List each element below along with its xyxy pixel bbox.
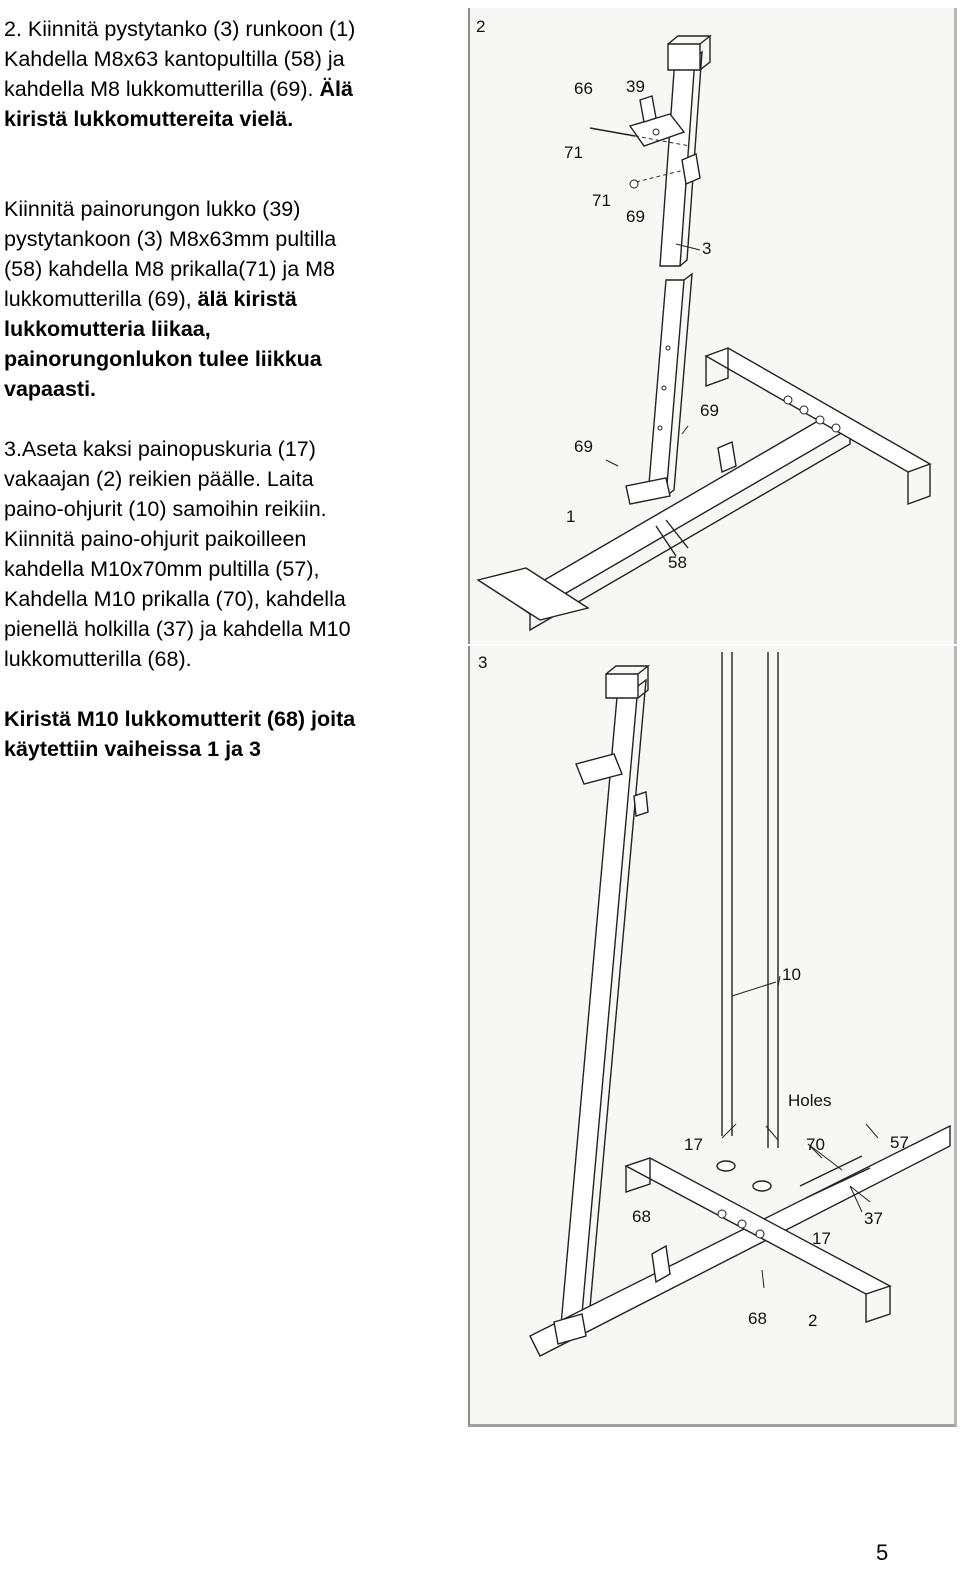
label-69: 69	[626, 207, 645, 226]
lock-note-warning: vapaasti.	[4, 377, 97, 401]
label-10: 10	[782, 965, 801, 984]
tighten-note: Kiristä M10 lukkomutterit (68) joita	[4, 707, 356, 731]
label-66: 66	[574, 79, 593, 98]
base-plate	[626, 478, 670, 504]
instruction-text	[4, 14, 456, 764]
bumper-17	[717, 1161, 735, 1171]
label-39: 39	[626, 77, 645, 96]
step3-line: vakaajan (2) reikien päälle. Laita	[4, 467, 314, 491]
page-number: 5	[876, 1540, 889, 1565]
guide-rod	[722, 652, 732, 1136]
stabilizer-hole	[718, 1210, 726, 1218]
figure-3-number: 3	[478, 653, 488, 672]
step3-line: pienellä holkilla (37) ja kahdella M10	[4, 617, 351, 641]
assembly-figure-3	[468, 646, 957, 1427]
weight-lock-tab	[640, 96, 656, 122]
cross-tube	[706, 348, 930, 472]
stabilizer-hole	[756, 1230, 764, 1238]
label-69: 69	[700, 401, 719, 420]
label-1: 1	[566, 507, 576, 526]
label-2: 2	[808, 1311, 818, 1330]
top-bracket	[606, 674, 638, 698]
label-68: 68	[748, 1309, 767, 1328]
lock-note-line: (58) kahdella M8 prikalla(71) ja M8	[4, 257, 336, 281]
cross-hole	[832, 424, 840, 432]
step3-line: paino-ohjurit (10) samoihin reikiin.	[4, 497, 327, 521]
washer-71	[630, 180, 638, 188]
step3-line: Kiinnitä paino-ohjurit paikoilleen	[4, 527, 307, 551]
figure-3-drawing	[470, 646, 954, 1424]
nut-leader	[606, 426, 688, 466]
lower-bracket	[634, 792, 648, 816]
figure-2-drawing	[470, 8, 954, 644]
step3-line: 3.Aseta kaksi painopuskuria (17)	[4, 437, 316, 461]
label-37: 37	[864, 1209, 883, 1228]
step3-line: kahdella M10x70mm pultilla (57),	[4, 557, 320, 581]
stabilizer-hole	[738, 1220, 746, 1228]
base-beam	[510, 414, 850, 614]
label-3: 3	[702, 239, 712, 258]
cross-hole	[784, 396, 792, 404]
lock-note-line: Kiinnitä painorungon lukko (39)	[4, 197, 301, 221]
lock-note-warning: lukkomutteria liikaa,	[4, 317, 211, 341]
label-17: 17	[812, 1229, 831, 1248]
upright-hole	[666, 346, 670, 350]
label-71: 71	[564, 143, 583, 162]
leader-10	[732, 976, 780, 996]
assembly-figure-2	[468, 8, 957, 644]
label-68: 68	[632, 1207, 651, 1226]
step2-line: Kahdella M8x63 kantopultilla (58) ja	[4, 47, 345, 71]
step2-line: 2. Kiinnitä pystytanko (3) runkoon (1)	[4, 17, 356, 41]
lock-note-line: lukkomutterilla (69), älä kiristä	[4, 287, 297, 311]
label-17: 17	[684, 1135, 703, 1154]
step3-line: lukkomutterilla (68).	[4, 647, 192, 671]
upright-tube	[560, 686, 638, 1336]
step2-warning: kiristä lukkomuttereita vielä.	[4, 107, 294, 131]
label-holes: Holes	[788, 1091, 832, 1110]
cross-hole	[816, 416, 824, 424]
upright-hole	[662, 386, 666, 390]
lock-note-line: pystytankoon (3) M8x63mm pultilla	[4, 227, 337, 251]
tighten-note: käytettiin vaiheissa 1 ja 3	[4, 737, 261, 761]
guide-rod	[768, 652, 778, 1148]
label-71: 71	[592, 191, 611, 210]
figure-2-number: 2	[476, 17, 486, 36]
lock-note-warning: painorungonlukon tulee liikkua	[4, 347, 322, 371]
top-bracket	[668, 44, 700, 70]
base-plate	[554, 1314, 586, 1344]
bumper-17	[753, 1181, 771, 1191]
label-69: 69	[574, 437, 593, 456]
frame-bracket	[718, 442, 736, 472]
label-70: 70	[806, 1135, 825, 1154]
step3-line: Kahdella M10 prikalla (70), kahdella	[4, 587, 346, 611]
bolt-66	[590, 128, 635, 136]
label-58: 58	[668, 553, 687, 572]
upright-hole	[658, 426, 662, 430]
base-beam-side	[530, 428, 850, 630]
cross-hole	[800, 406, 808, 414]
lower-bracket	[682, 154, 700, 184]
lock-hole	[653, 129, 659, 135]
label-57: 57	[890, 1133, 909, 1152]
step2-line: kahdella M8 lukkomutterilla (69). Älä	[4, 77, 353, 101]
